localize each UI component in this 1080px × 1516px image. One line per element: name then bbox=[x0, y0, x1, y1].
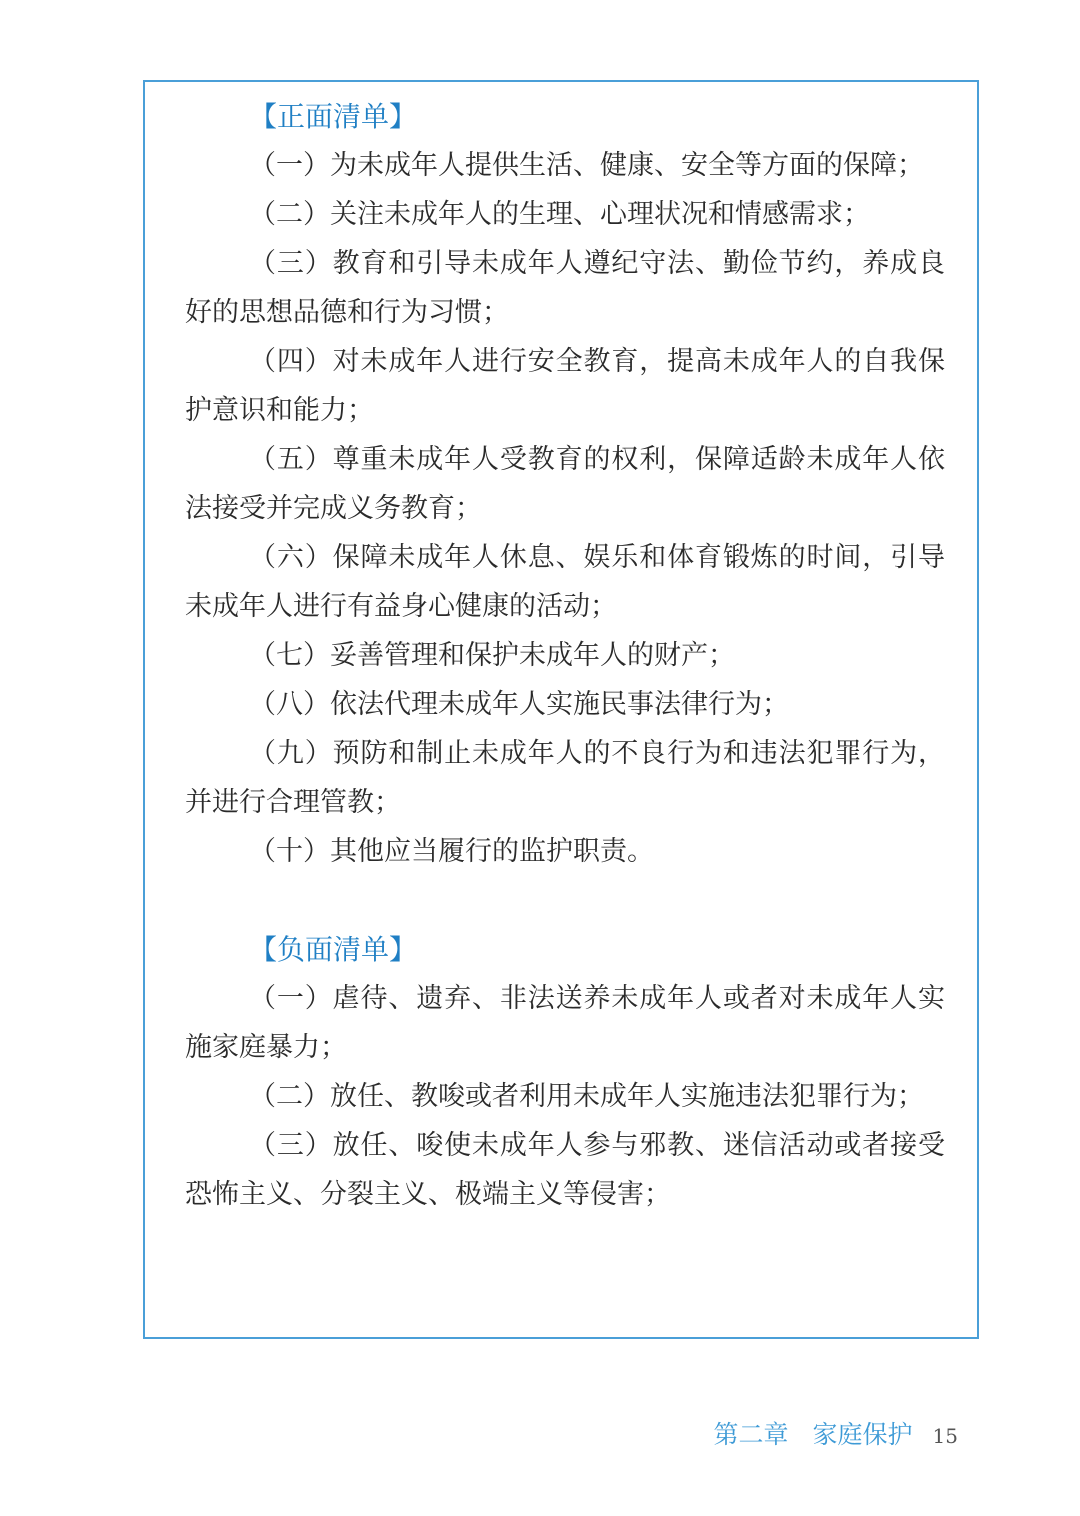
positive-item: （六）保障未成年人休息、娱乐和体育锻炼的时间，引导未成年人进行有益身心健康的活动； bbox=[185, 542, 945, 622]
negative-item: （二）放任、教唆或者利用未成年人实施违法犯罪行为； bbox=[249, 1081, 924, 1112]
content-area bbox=[185, 92, 945, 1219]
negative-item: （一）虐待、遗弃、非法送养未成年人或者对未成年人实施家庭暴力； bbox=[185, 983, 945, 1063]
positive-item: （五）尊重未成年人受教育的权利，保障适龄未成年人依法接受并完成义务教育； bbox=[185, 444, 945, 524]
positive-item: （十）其他应当履行的监护职责。 bbox=[249, 836, 654, 867]
positive-item: （八）依法代理未成年人实施民事法律行为； bbox=[249, 689, 789, 720]
positive-item: （四）对未成年人进行安全教育，提高未成年人的自我保护意识和能力； bbox=[185, 346, 945, 426]
positive-item: （一）为未成年人提供生活、健康、安全等方面的保障； bbox=[249, 150, 924, 181]
chapter-title: 家庭保护 bbox=[812, 1420, 913, 1449]
positive-item: （七）妥善管理和保护未成年人的财产； bbox=[249, 640, 735, 671]
section-spacer bbox=[185, 876, 945, 925]
positive-item: （九）预防和制止未成年人的不良行为和违法犯罪行为，并进行合理管教； bbox=[185, 738, 945, 818]
negative-list-heading: 【负面清单】 bbox=[249, 933, 418, 966]
page-footer bbox=[714, 1415, 958, 1451]
positive-list-heading: 【正面清单】 bbox=[249, 100, 418, 133]
page-number: 15 bbox=[932, 1424, 958, 1448]
content-frame bbox=[143, 80, 979, 1339]
negative-item: （三）放任、唆使未成年人参与邪教、迷信活动或者接受恐怖主义、分裂主义、极端主义等侵害； bbox=[185, 1130, 945, 1210]
positive-item: （二）关注未成年人的生理、心理状况和情感需求； bbox=[249, 199, 870, 230]
positive-item: （三）教育和引导未成年人遵纪守法、勤俭节约，养成良好的思想品德和行为习惯； bbox=[185, 248, 945, 328]
chapter-label: 第二章 bbox=[713, 1420, 789, 1449]
